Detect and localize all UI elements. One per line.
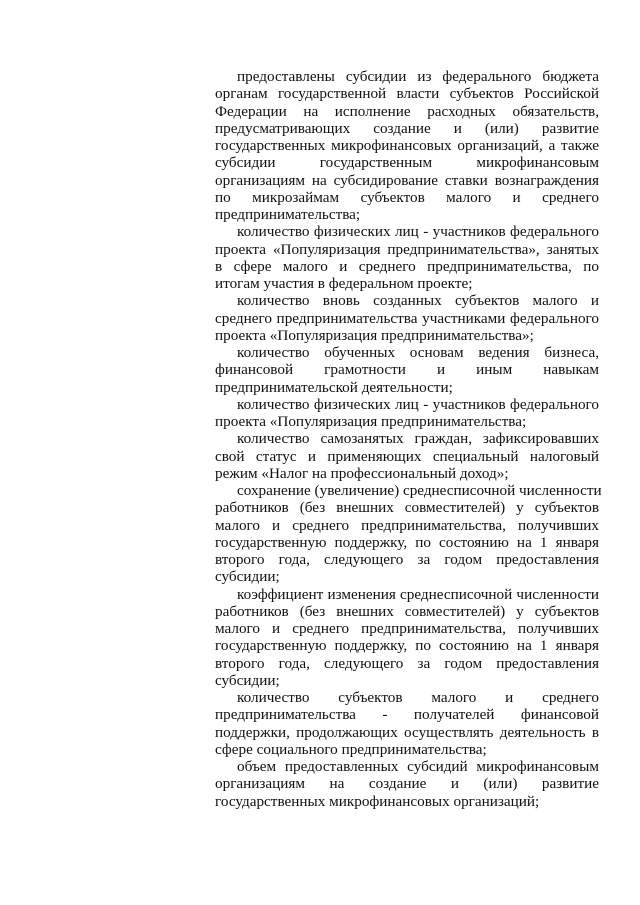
- text-line: органам государственной власти субъектов Российской: [215, 85, 599, 103]
- text-line: предоставлены субсидии из федерального бюджета: [237, 68, 599, 85]
- text-line: предпринимательства - получателей финансовой: [215, 706, 599, 724]
- text-line: количество физических лиц - участников федерального: [237, 223, 599, 241]
- paragraph: [215, 758, 599, 810]
- text-line: проекта «Популяризация предпринимательства;: [215, 413, 527, 430]
- text-line: предпринимательства;: [215, 206, 361, 223]
- text-line: работников (без внешних совместителей) у субъектов: [215, 499, 599, 517]
- text-line: предпринимательской деятельности;: [215, 378, 453, 396]
- text-line: по микрозаймам субъектов малого и среднего: [215, 188, 599, 206]
- text-line: организациям на создание и (или) развитие: [215, 775, 599, 793]
- text-line: организациям на субсидирование ставки вознаграждения: [215, 171, 599, 189]
- text-line: работников (без внешних совместителей) у субъектов: [215, 602, 599, 620]
- text-line: малого и среднего предпринимательства, получивших: [215, 620, 599, 637]
- text-line: объем предоставленных субсидий микрофинансовым: [237, 758, 599, 775]
- paragraph: [215, 430, 599, 482]
- text-line: количество самозанятых граждан, зафиксировавших: [237, 430, 599, 448]
- text-line: субсидии;: [215, 671, 280, 689]
- text-line: государственных микрофинансовых организаций, а также: [215, 137, 599, 154]
- text-line: малого и среднего предпринимательства, получивших: [215, 516, 599, 534]
- paragraph: [215, 689, 599, 758]
- text-line: количество обученных основам ведения бизнеса,: [237, 344, 599, 361]
- paragraph: [215, 292, 599, 344]
- text-line: государственную поддержку, по состоянию на 1 января: [215, 533, 599, 551]
- text-line: проекта «Популяризация предпринимательства»;: [215, 326, 534, 344]
- text-line: количество субъектов малого и среднего: [237, 689, 599, 706]
- paragraph: [215, 396, 599, 431]
- text-line: финансовой грамотности и иным навыкам: [215, 361, 599, 379]
- text-line: сохранение (увеличение) среднесписочной численности: [237, 482, 602, 499]
- text-line: количество физических лиц - участников федерального: [237, 395, 599, 413]
- text-line: субсидии государственным микрофинансовым: [215, 154, 599, 172]
- document-page: [215, 68, 602, 810]
- text-line: сфере социального предпринимательства;: [215, 740, 487, 758]
- text-line: Федерации на исполнение расходных обязательств,: [215, 102, 599, 120]
- paragraph: [215, 68, 599, 223]
- text-line: второго года, следующего за годом предоставления: [215, 551, 599, 568]
- text-line: проекта «Популяризация предпринимательства», занятых: [215, 240, 599, 258]
- text-line: предусматривающих создание и (или) развитие: [215, 119, 599, 137]
- text-line: второго года, следующего за годом предоставления: [215, 654, 599, 672]
- paragraph: [215, 223, 599, 292]
- text-line: среднего предпринимательства участниками федерального: [215, 309, 599, 327]
- text-line: итогам участия в федеральном проекте;: [215, 275, 473, 292]
- text-line: в сфере малого и среднего предпринимательства, по: [215, 257, 599, 275]
- text-line: режим «Налог на профессиональный доход»;: [215, 464, 509, 482]
- text-line: свой статус и применяющих специальный налоговый: [215, 447, 599, 465]
- paragraph: [215, 482, 602, 586]
- text-line: государственных микрофинансовых организаций;: [215, 792, 540, 810]
- text-line: государственную поддержку, по состоянию на 1 января: [215, 637, 599, 655]
- text-line: количество вновь созданных субъектов малого и: [237, 292, 599, 310]
- text-line: коэффициент изменения среднесписочной численности: [237, 585, 599, 603]
- text-line: поддержки, продолжающих осуществлять деятельность в: [215, 723, 599, 741]
- paragraph: [215, 586, 599, 690]
- text-line: субсидии;: [215, 568, 280, 586]
- paragraph: [215, 344, 599, 396]
